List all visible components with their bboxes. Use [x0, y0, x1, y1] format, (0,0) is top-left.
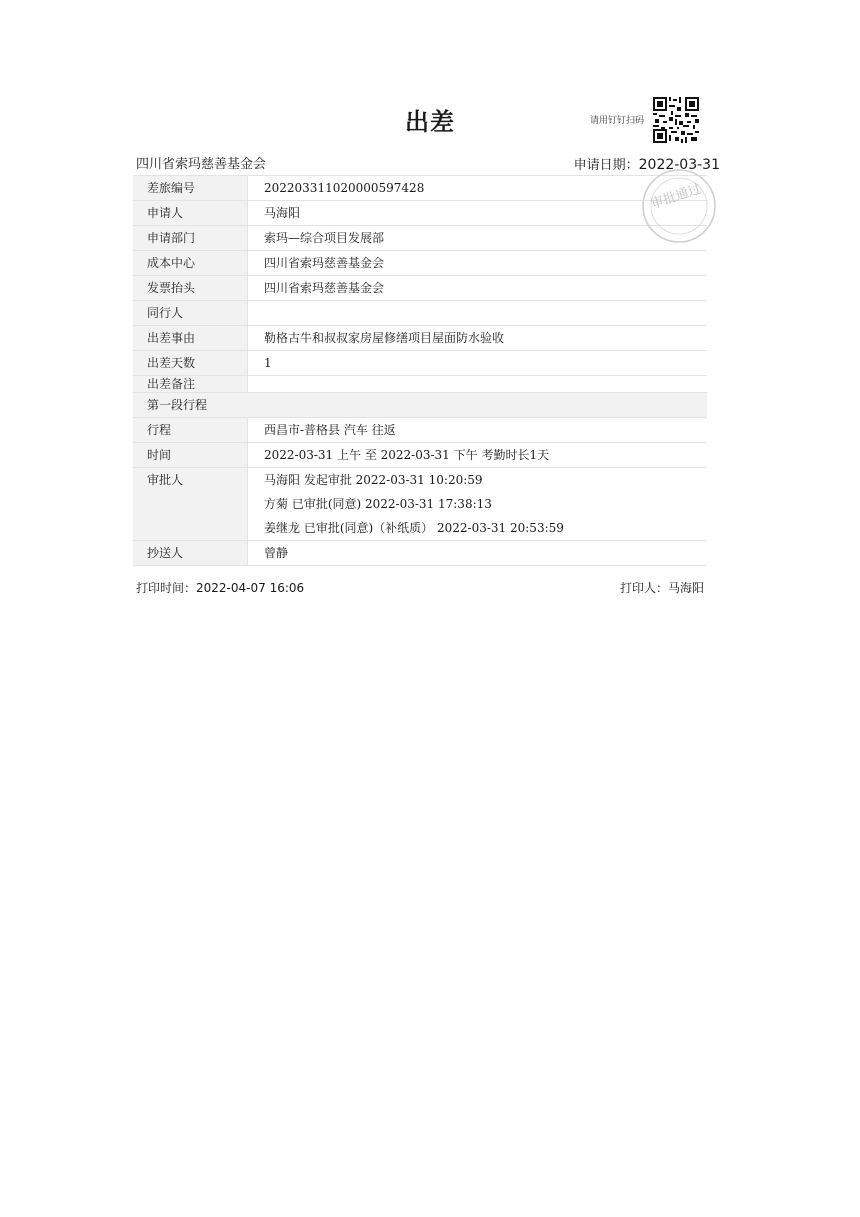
- print-time: [136, 579, 304, 596]
- table-row: [133, 226, 707, 251]
- qr-hint: 请用钉钉扫码: [590, 116, 645, 126]
- field-label: 同行人: [133, 301, 248, 326]
- field-label: 差旅编号: [133, 176, 248, 201]
- field-value: [248, 376, 708, 393]
- field-value: [248, 301, 708, 326]
- apply-date-value: 2022-03-31: [638, 157, 720, 173]
- printer-value: 马海阳: [667, 581, 704, 595]
- field-label: 出差事由: [133, 326, 248, 351]
- field-value: 1: [248, 351, 708, 376]
- time-label: 时间: [133, 443, 248, 468]
- table-row: [133, 541, 707, 566]
- table-row: [133, 176, 707, 201]
- field-label: 申请部门: [133, 226, 248, 251]
- cc-label: 抄送人: [133, 541, 248, 566]
- approver-label: 审批人: [147, 473, 184, 487]
- table-row: [133, 418, 707, 443]
- field-value: 202203311020000597428: [248, 176, 708, 201]
- svg-text:审批通过: [649, 181, 703, 212]
- stamp-text: 审批通过: [649, 181, 704, 213]
- section-header-row: [133, 393, 707, 418]
- field-label: 出差备注: [133, 376, 248, 393]
- table-row: [133, 201, 707, 226]
- field-label: 成本中心: [133, 251, 248, 276]
- field-label: 出差天数: [133, 351, 248, 376]
- field-value: 索玛—综合项目发展部: [248, 226, 708, 251]
- field-label: 发票抬头: [133, 276, 248, 301]
- time-value: 2022-03-31 上午 至 2022-03-31 下午 考勤时长1天: [248, 443, 708, 468]
- printer-label: 打印人：: [619, 581, 668, 595]
- table-row: [133, 251, 707, 276]
- section-title: 第一段行程: [133, 393, 707, 418]
- qr-code-icon: [653, 97, 699, 143]
- table-row: [133, 443, 707, 468]
- table-row: [133, 376, 707, 393]
- approver-label-cell: [133, 468, 248, 541]
- approver-entries: [248, 468, 708, 541]
- print-time-value: 2022-04-07 16:06: [196, 581, 305, 595]
- approval-row: [133, 468, 707, 541]
- trip-form-table: [133, 175, 707, 566]
- field-value: 马海阳: [248, 201, 708, 226]
- cc-value: 曾静: [248, 541, 708, 566]
- route-value: 西昌市-普格县 汽车 往返: [248, 418, 708, 443]
- field-value: 四川省索玛慈善基金会: [248, 276, 708, 301]
- apply-date-label: 申请日期：: [573, 158, 639, 173]
- table-row: [133, 351, 707, 376]
- table-row: [133, 301, 707, 326]
- print-time-label: 打印时间：: [136, 581, 197, 595]
- field-value: 四川省索玛慈善基金会: [248, 251, 708, 276]
- document-title: 出差: [405, 108, 455, 136]
- organization-name: 四川省索玛慈善基金会: [136, 157, 267, 172]
- table-row: [133, 326, 707, 351]
- approval-entry: 姜继龙 已审批(同意)（补纸质） 2022-03-31 20:53:59: [264, 521, 564, 535]
- field-value: 勒格古牛和叔叔家房屋修缮项目屋面防水验收: [248, 326, 708, 351]
- field-label: 申请人: [133, 201, 248, 226]
- printer: [620, 579, 704, 596]
- approval-entry: 马海阳 发起审批 2022-03-31 10:20:59: [264, 473, 483, 487]
- approval-entry: 方菊 已审批(同意) 2022-03-31 17:38:13: [264, 497, 492, 511]
- approval-stamp: [636, 168, 722, 244]
- route-label: 行程: [133, 418, 248, 443]
- table-row: [133, 276, 707, 301]
